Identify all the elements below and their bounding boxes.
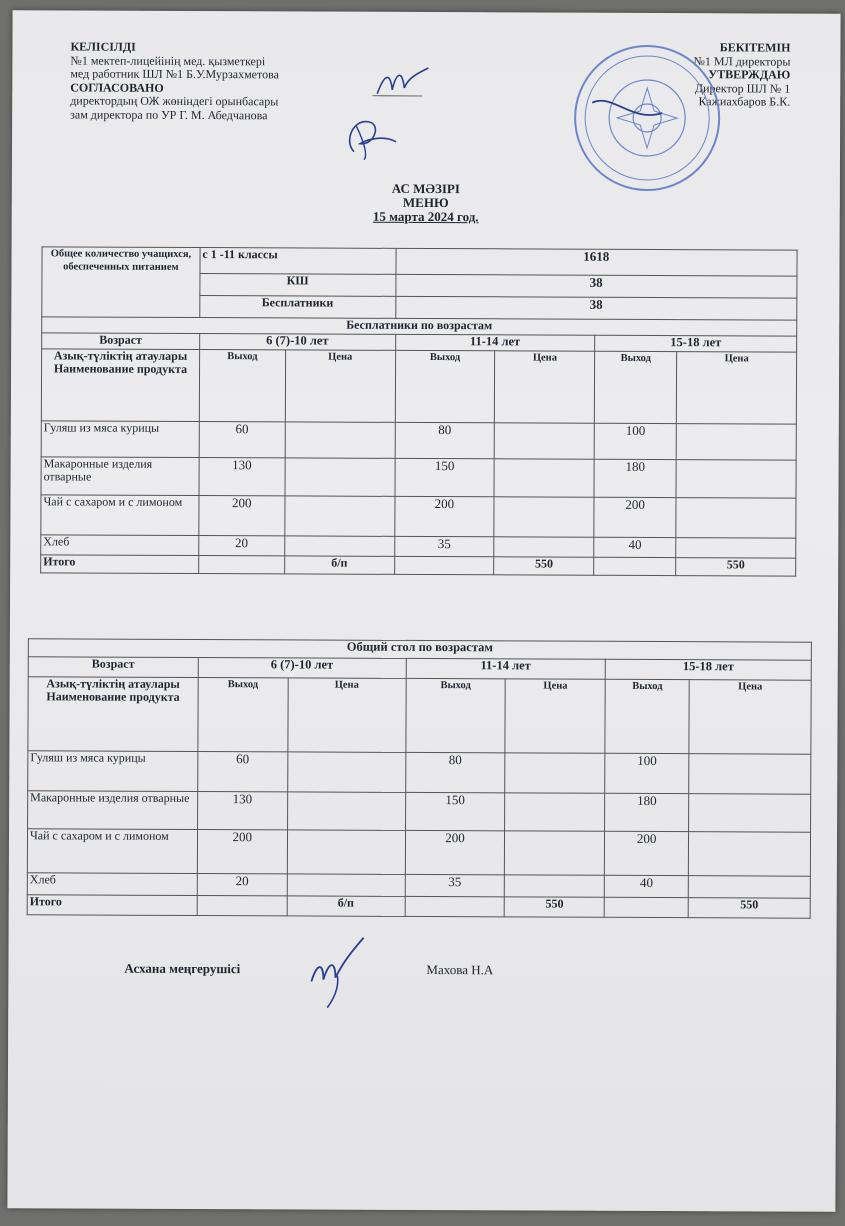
age-group-header: 11-14 лет [395, 334, 595, 351]
table-section-title: Общий стол по возрастам [28, 639, 811, 660]
output-value: 180 [605, 793, 689, 831]
director-name: Кажиахбаров Б.К. [698, 94, 791, 109]
agree-heading-kz: КЕЛІСІЛДІ [70, 39, 136, 54]
output-header: Выход [395, 350, 495, 422]
free-meals-table [40, 246, 797, 576]
price-cell [505, 793, 605, 831]
product-header: Азық-түліктің атаулары Наименование продукта [28, 677, 198, 752]
price-cell [505, 831, 605, 875]
price-cell [494, 459, 594, 497]
table-section-title: Бесплатники по возрастам [42, 317, 797, 336]
price-cell [287, 752, 405, 793]
title-ru: МЕНЮ [402, 194, 449, 211]
price-cell [287, 830, 405, 875]
price-cell [287, 874, 405, 897]
header-left [70, 40, 400, 122]
price-cell [689, 754, 811, 795]
price-cell [676, 424, 796, 461]
summary-row-value: 1618 [396, 248, 798, 276]
document-page [7, 10, 840, 1212]
price-cell [494, 497, 594, 537]
table-row [41, 457, 796, 498]
output-value: 35 [405, 874, 505, 896]
total-price: 550 [494, 557, 594, 575]
summary-row-value: 38 [395, 274, 797, 298]
product-name: Хлеб [41, 535, 199, 556]
price-header: Цена [676, 352, 796, 425]
deputy-ru: зам директора по УР Г. М. Абедчанова [70, 106, 268, 122]
price-header: Цена [288, 678, 406, 753]
price-cell [495, 423, 595, 459]
output-value: 130 [197, 792, 287, 830]
output-value: 200 [594, 497, 676, 537]
product-name: Макаронные изделия отварные [28, 791, 198, 830]
price-cell [676, 460, 796, 499]
output-value: 150 [405, 792, 505, 830]
output-value: 200 [605, 831, 689, 875]
total-price: 550 [505, 897, 605, 917]
price-cell [688, 832, 810, 877]
product-name: Чай с сахаром и с лимоном [41, 495, 199, 536]
age-group-header: 6 (7)-10 лет [198, 658, 406, 679]
product-header: Азық-түліктің атаулары Наименование продукта [41, 349, 199, 422]
price-cell [285, 458, 395, 496]
school-stamp [572, 43, 723, 194]
price-cell [505, 875, 605, 897]
output-value: 80 [405, 752, 505, 792]
approve-heading-kz: БЕКІТЕМІН [719, 40, 791, 55]
product-name: Чай с сахаром и с лимоном [27, 829, 197, 874]
deputy-signature [334, 112, 404, 162]
summary-row-value: 38 [395, 296, 797, 320]
table-row [27, 829, 810, 876]
price-cell [505, 753, 605, 793]
table-row [41, 495, 796, 538]
canteen-head-role: Асхана меңгерушісі [124, 960, 241, 977]
table-row [28, 791, 811, 832]
price-cell [285, 496, 395, 536]
price-cell [689, 794, 811, 833]
output-value: 100 [605, 753, 689, 793]
total-row [27, 895, 810, 918]
director-kz: №1 МЛ директоры [693, 53, 791, 69]
price-header: Цена [505, 679, 605, 753]
canteen-head-name: Махова Н.А [426, 962, 494, 978]
output-value: 20 [199, 536, 285, 556]
summary-row-label: Бесплатники [200, 296, 396, 319]
summary-row-label: с 1 -11 классы [200, 248, 396, 275]
price-header: Цена [285, 350, 395, 422]
price-cell [676, 498, 796, 539]
output-value: 150 [395, 458, 495, 496]
medic-ru: мед работник ШЛ №1 Б.У.Мурзахметова [70, 66, 279, 82]
age-group-header: 11-14 лет [406, 658, 606, 679]
age-group-header: 15-18 лет [605, 659, 811, 680]
output-value: 200 [199, 496, 285, 536]
total-label: Итого [27, 895, 197, 916]
output-header: Выход [199, 350, 285, 422]
approve-heading-ru: УТВЕРЖДАЮ [708, 67, 791, 82]
document-title [12, 180, 840, 226]
director-ru: Директор ШЛ № 1 [694, 80, 791, 96]
output-value: 40 [594, 537, 676, 557]
common-table [27, 638, 812, 918]
product-name: Хлеб [27, 873, 197, 896]
canteen-head-signature [303, 931, 373, 1011]
age-group-header: 15-18 лет [595, 335, 797, 352]
output-header: Выход [198, 678, 288, 752]
table-row [28, 751, 811, 794]
agree-heading-ru: СОГЛАСОВАНО [70, 79, 164, 95]
price-header: Цена [495, 351, 595, 423]
output-header: Выход [605, 679, 689, 753]
product-name: Макаронные изделия отварные [41, 457, 199, 496]
students-total-label: Общее количество учащихся, обеспеченных питанием [42, 247, 200, 318]
total-price: б/п [284, 556, 394, 574]
output-header: Выход [595, 351, 677, 423]
price-cell [688, 876, 810, 899]
price-cell [285, 422, 395, 458]
output-value: 35 [394, 536, 494, 556]
age-group-header: 6 (7)-10 лет [199, 334, 395, 351]
price-header: Цена [689, 680, 811, 755]
deputy-kz: директордың ОЖ жөніндегі орынбасары [70, 93, 279, 109]
title-kz: АС МӘЗІРІ [391, 180, 460, 197]
medic-kz: №1 мектеп-лицейінің мед. қызметкері [70, 52, 266, 68]
total-price: 550 [688, 898, 810, 919]
output-value: 100 [594, 423, 676, 459]
summary-row-label: КШ [200, 274, 396, 297]
price-cell [284, 536, 394, 556]
price-cell [494, 537, 594, 557]
output-value: 20 [197, 874, 287, 896]
product-name: Гуляш из мяса курицы [41, 421, 199, 458]
total-price: б/п [287, 896, 405, 917]
output-value: 200 [197, 830, 287, 874]
output-value: 60 [199, 422, 285, 458]
output-value: 200 [405, 830, 505, 874]
output-value: 60 [198, 752, 288, 792]
output-value: 130 [199, 458, 285, 496]
medic-signature [372, 64, 432, 100]
age-header: Возраст [42, 333, 200, 350]
output-value: 180 [594, 459, 676, 497]
output-value: 40 [605, 875, 689, 897]
total-price: 550 [676, 558, 796, 577]
table-row [41, 421, 796, 460]
output-value: 200 [394, 496, 494, 536]
total-row [41, 555, 796, 576]
output-header: Выход [405, 678, 505, 752]
price-cell [287, 792, 405, 831]
total-label: Итого [41, 555, 199, 574]
product-name: Гуляш из мяса курицы [28, 751, 198, 792]
output-value: 80 [395, 422, 495, 458]
price-cell [676, 538, 796, 559]
menu-date: 15 марта 2024 год. [372, 208, 479, 225]
age-header: Возраст [28, 657, 198, 678]
